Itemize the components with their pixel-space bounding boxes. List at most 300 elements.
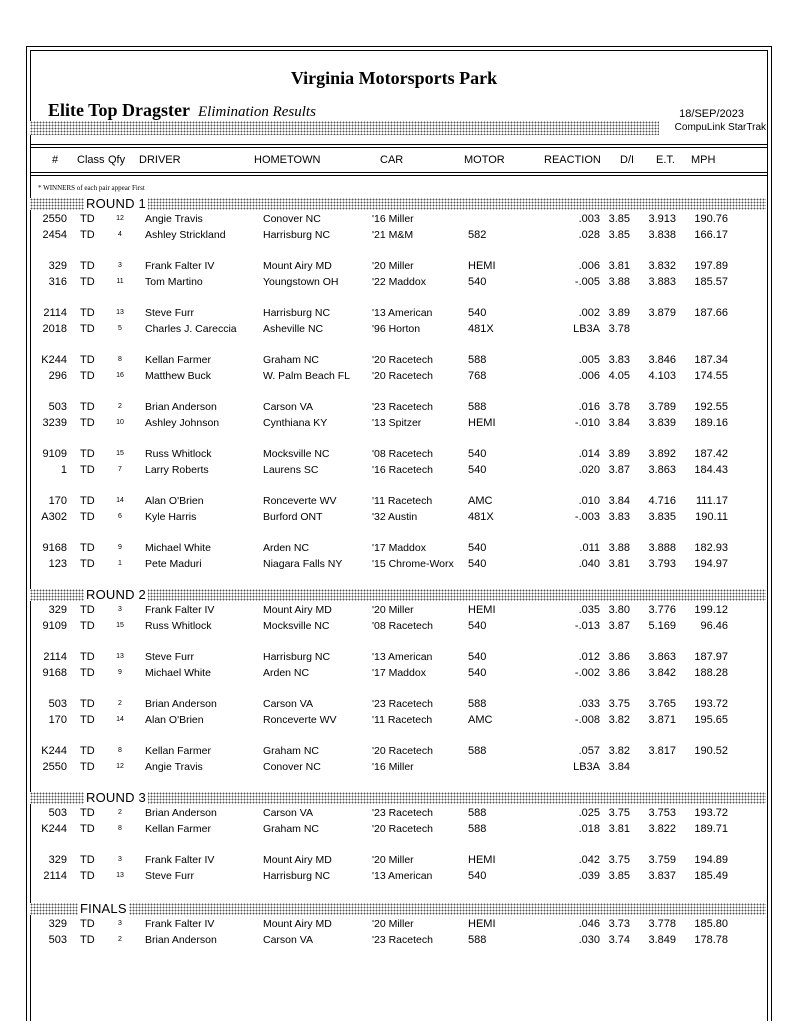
round-header bbox=[30, 790, 766, 806]
entry-dial-in: 3.73 bbox=[608, 918, 630, 930]
entry-driver: Alan O'Brien bbox=[145, 714, 204, 726]
entry-hometown: Graham NC bbox=[263, 354, 320, 366]
winner-row bbox=[0, 540, 788, 556]
entry-dial-in: 3.82 bbox=[608, 714, 630, 726]
entry-dial-in: 3.86 bbox=[608, 667, 630, 679]
round-header bbox=[30, 901, 766, 917]
entry-motor: 540 bbox=[468, 870, 487, 882]
entry-dial-in: 3.74 bbox=[608, 934, 630, 946]
entry-number: 2114 bbox=[43, 870, 67, 882]
track-title: Virginia Motorsports Park bbox=[290, 68, 498, 88]
entry-qualifying-position: 12 bbox=[116, 763, 124, 770]
entry-car: '16 Miller bbox=[372, 761, 414, 773]
entry-mph: 187.97 bbox=[694, 651, 728, 663]
entry-number: 503 bbox=[48, 934, 67, 946]
entry-qualifying-position: 9 bbox=[118, 544, 122, 551]
entry-mph: 182.93 bbox=[694, 542, 728, 554]
winner-row bbox=[0, 805, 788, 821]
entry-qualifying-position: 2 bbox=[118, 700, 122, 707]
entry-car: '20 Miller bbox=[372, 918, 414, 930]
entry-car: '13 American bbox=[372, 307, 433, 319]
runner-up-row bbox=[0, 868, 788, 884]
runner-up-row bbox=[0, 227, 788, 243]
entry-motor: 540 bbox=[468, 620, 487, 632]
entry-mph: 193.72 bbox=[694, 807, 728, 819]
entry-class: TD bbox=[80, 651, 95, 663]
col-motor: MOTOR bbox=[464, 154, 505, 166]
entry-class: TD bbox=[80, 276, 95, 288]
winner-row bbox=[0, 602, 788, 618]
entry-mph: 188.28 bbox=[694, 667, 728, 679]
entry-hometown: Conover NC bbox=[263, 761, 321, 773]
entry-mph: 166.17 bbox=[694, 229, 728, 241]
entry-et: 3.863 bbox=[648, 651, 676, 663]
entry-reaction: .014 bbox=[578, 448, 600, 460]
entry-hometown: W. Palm Beach FL bbox=[263, 370, 350, 382]
col-et: E.T. bbox=[656, 154, 675, 166]
entry-dial-in: 3.85 bbox=[608, 229, 630, 241]
entry-reaction: .006 bbox=[578, 370, 600, 382]
entry-dial-in: 3.78 bbox=[608, 401, 630, 413]
entry-car: '21 M&M bbox=[372, 229, 414, 241]
entry-reaction: .006 bbox=[578, 260, 600, 272]
entry-driver: Frank Falter IV bbox=[145, 604, 215, 616]
entry-dial-in: 3.81 bbox=[608, 260, 630, 272]
runner-up-row bbox=[0, 321, 788, 337]
entry-car: '32 Austin bbox=[372, 511, 418, 523]
entry-mph: 192.55 bbox=[694, 401, 728, 413]
entry-number: 2454 bbox=[42, 229, 67, 241]
entry-dial-in: 4.05 bbox=[608, 370, 630, 382]
entry-class: TD bbox=[80, 417, 95, 429]
entry-car: '20 Miller bbox=[372, 260, 414, 272]
event-subtitle bbox=[48, 100, 316, 121]
entry-reaction: .002 bbox=[578, 307, 600, 319]
entry-number: 316 bbox=[48, 276, 67, 288]
entry-reaction: .020 bbox=[578, 464, 600, 476]
entry-dial-in: 3.84 bbox=[608, 495, 630, 507]
entry-dial-in: 3.83 bbox=[608, 354, 630, 366]
header-rule-top-inner bbox=[30, 147, 768, 148]
entry-car: '22 Maddox bbox=[372, 276, 426, 288]
entry-mph: 187.66 bbox=[694, 307, 728, 319]
col-class: Class bbox=[77, 154, 105, 166]
entry-dial-in: 3.78 bbox=[608, 323, 630, 335]
entry-number: K244 bbox=[41, 354, 67, 366]
round-header bbox=[30, 587, 766, 603]
winners-note: * WINNERS of each pair appear First bbox=[38, 184, 145, 192]
entry-driver: Matthew Buck bbox=[145, 370, 211, 382]
entry-reaction: .010 bbox=[578, 495, 600, 507]
entry-mph: 185.49 bbox=[694, 870, 728, 882]
entry-dial-in: 3.75 bbox=[608, 807, 630, 819]
entry-motor: 588 bbox=[468, 934, 487, 946]
entry-class: TD bbox=[80, 558, 95, 570]
entry-number: A302 bbox=[41, 511, 67, 523]
entry-driver: Brian Anderson bbox=[145, 698, 217, 710]
entry-motor: 481X bbox=[468, 323, 494, 335]
entry-qualifying-position: 6 bbox=[118, 513, 122, 520]
entry-hometown: Arden NC bbox=[263, 542, 310, 554]
entry-qualifying-position: 11 bbox=[116, 278, 124, 285]
entry-hometown: Arden NC bbox=[263, 667, 310, 679]
entry-mph: 199.12 bbox=[694, 604, 728, 616]
runner-up-row bbox=[0, 556, 788, 572]
entry-class: TD bbox=[80, 934, 95, 946]
entry-hometown: Ronceverte WV bbox=[263, 714, 337, 726]
entry-reaction: .042 bbox=[578, 854, 600, 866]
entry-driver: Pete Maduri bbox=[145, 558, 202, 570]
entry-class: TD bbox=[80, 745, 95, 757]
entry-motor: HEMI bbox=[468, 260, 496, 272]
entry-mph: 189.16 bbox=[694, 417, 728, 429]
header-rule-top bbox=[30, 144, 768, 145]
runner-up-row bbox=[0, 274, 788, 290]
entry-mph: 194.97 bbox=[694, 558, 728, 570]
entry-hometown: Burford ONT bbox=[263, 511, 323, 523]
entry-car: '23 Racetech bbox=[372, 698, 433, 710]
entry-motor: HEMI bbox=[468, 417, 496, 429]
entry-et: 3.765 bbox=[648, 698, 676, 710]
entry-class: TD bbox=[80, 511, 95, 523]
entry-driver: Kyle Harris bbox=[145, 511, 197, 523]
entry-qualifying-position: 9 bbox=[118, 669, 122, 676]
entry-dial-in: 3.88 bbox=[608, 276, 630, 288]
entry-class: TD bbox=[80, 229, 95, 241]
entry-car: '15 Chrome-Worx bbox=[372, 558, 454, 570]
entry-number: 329 bbox=[48, 918, 67, 930]
entry-driver: Kellan Farmer bbox=[145, 745, 211, 757]
entry-qualifying-position: 2 bbox=[118, 936, 122, 943]
entry-qualifying-position: 14 bbox=[116, 716, 124, 723]
runner-up-row bbox=[0, 932, 788, 948]
entry-number: K244 bbox=[41, 745, 67, 757]
entry-number: 9168 bbox=[42, 667, 67, 679]
entry-car: '16 Miller bbox=[372, 213, 414, 225]
entry-class: TD bbox=[80, 495, 95, 507]
entry-class: TD bbox=[80, 698, 95, 710]
runner-up-row bbox=[0, 712, 788, 728]
round-label: FINALS bbox=[80, 901, 127, 916]
entry-class: TD bbox=[80, 918, 95, 930]
runner-up-row bbox=[0, 759, 788, 775]
runner-up-row bbox=[0, 665, 788, 681]
entry-driver: Russ Whitlock bbox=[145, 448, 212, 460]
round-dot-band bbox=[30, 903, 766, 915]
entry-reaction: .012 bbox=[578, 651, 600, 663]
entry-et: 3.753 bbox=[648, 807, 676, 819]
entry-mph: 111.17 bbox=[695, 495, 728, 507]
entry-hometown: Mount Airy MD bbox=[263, 918, 332, 930]
entry-reaction: .028 bbox=[578, 229, 600, 241]
entry-qualifying-position: 7 bbox=[118, 466, 122, 473]
entry-motor: 588 bbox=[468, 745, 487, 757]
entry-et: 3.888 bbox=[648, 542, 676, 554]
entry-qualifying-position: 13 bbox=[116, 653, 124, 660]
col-driver: DRIVER bbox=[139, 154, 181, 166]
entry-number: 123 bbox=[48, 558, 67, 570]
entry-et: 3.871 bbox=[648, 714, 676, 726]
entry-number: 9168 bbox=[42, 542, 67, 554]
entry-number: 503 bbox=[48, 698, 67, 710]
entry-motor: 481X bbox=[468, 511, 494, 523]
entry-qualifying-position: 3 bbox=[118, 262, 122, 269]
winner-row bbox=[0, 493, 788, 509]
entry-driver: Steve Furr bbox=[145, 651, 195, 663]
winner-row bbox=[0, 258, 788, 274]
col-hometown: HOMETOWN bbox=[254, 154, 321, 166]
entry-reaction: .033 bbox=[578, 698, 600, 710]
entry-qualifying-position: 14 bbox=[116, 497, 124, 504]
entry-reaction: .018 bbox=[578, 823, 600, 835]
entry-hometown: Youngstown OH bbox=[263, 276, 339, 288]
entry-motor: 588 bbox=[468, 354, 487, 366]
entry-driver: Larry Roberts bbox=[145, 464, 209, 476]
entry-motor: AMC bbox=[468, 495, 493, 507]
entry-et: 3.842 bbox=[648, 667, 676, 679]
entry-et: 4.716 bbox=[648, 495, 676, 507]
entry-reaction: -.008 bbox=[574, 714, 600, 726]
entry-class: TD bbox=[80, 370, 95, 382]
entry-dial-in: 3.83 bbox=[608, 511, 630, 523]
entry-driver: Alan O'Brien bbox=[145, 495, 204, 507]
entry-car: '13 American bbox=[372, 870, 433, 882]
runner-up-row bbox=[0, 368, 788, 384]
entry-number: 1 bbox=[60, 464, 67, 476]
entry-class: TD bbox=[80, 854, 95, 866]
header-dot-band bbox=[30, 121, 659, 135]
entry-et: 3.849 bbox=[648, 934, 676, 946]
entry-qualifying-position: 8 bbox=[118, 747, 122, 754]
entry-mph: 187.34 bbox=[694, 354, 728, 366]
entry-class: TD bbox=[80, 354, 95, 366]
entry-hometown: Niagara Falls NY bbox=[263, 558, 343, 570]
entry-et: 3.846 bbox=[648, 354, 676, 366]
entry-motor: 540 bbox=[468, 448, 487, 460]
entry-dial-in: 3.89 bbox=[608, 307, 630, 319]
entry-motor: 540 bbox=[468, 307, 487, 319]
entry-reaction: .016 bbox=[578, 401, 600, 413]
entry-number: 9109 bbox=[42, 448, 67, 460]
col-di: D/I bbox=[620, 154, 635, 166]
entry-reaction: .035 bbox=[578, 604, 600, 616]
entry-qualifying-position: 15 bbox=[116, 622, 124, 629]
entry-number: 3239 bbox=[42, 417, 67, 429]
timing-system-label: CompuLink StarTrak bbox=[674, 122, 766, 133]
entry-mph: 187.42 bbox=[694, 448, 728, 460]
entry-car: '16 Racetech bbox=[372, 464, 433, 476]
class-title: Elite Top Dragster bbox=[48, 100, 190, 120]
entry-et: 3.863 bbox=[648, 464, 676, 476]
entry-et: 3.817 bbox=[648, 745, 676, 757]
entry-dial-in: 3.84 bbox=[608, 761, 630, 773]
entry-reaction: .011 bbox=[579, 542, 600, 554]
entry-driver: Brian Anderson bbox=[145, 934, 217, 946]
entry-hometown: Conover NC bbox=[263, 213, 321, 225]
entry-class: TD bbox=[80, 807, 95, 819]
entry-car: '11 Racetech bbox=[372, 495, 433, 507]
entry-reaction: .030 bbox=[578, 934, 600, 946]
entry-driver: Michael White bbox=[145, 667, 211, 679]
entry-car: '23 Racetech bbox=[372, 807, 433, 819]
entry-car: '20 Racetech bbox=[372, 745, 433, 757]
entry-qualifying-position: 5 bbox=[118, 325, 122, 332]
entry-car: '23 Racetech bbox=[372, 934, 433, 946]
entry-hometown: Harrisburg NC bbox=[263, 307, 331, 319]
entry-motor: 540 bbox=[468, 542, 487, 554]
entry-car: '08 Racetech bbox=[372, 620, 433, 632]
entry-reaction: .046 bbox=[578, 918, 600, 930]
winner-row bbox=[0, 352, 788, 368]
entry-number: 2550 bbox=[42, 213, 67, 225]
entry-class: TD bbox=[80, 213, 95, 225]
winner-row bbox=[0, 696, 788, 712]
entry-driver: Angie Travis bbox=[145, 213, 203, 225]
entry-dial-in: 3.82 bbox=[608, 745, 630, 757]
entry-mph: 195.65 bbox=[694, 714, 728, 726]
entry-et: 3.789 bbox=[648, 401, 676, 413]
entry-hometown: Mount Airy MD bbox=[263, 854, 332, 866]
entry-motor: HEMI bbox=[468, 854, 496, 866]
entry-hometown: Harrisburg NC bbox=[263, 229, 331, 241]
entry-dial-in: 3.75 bbox=[608, 854, 630, 866]
entry-class: TD bbox=[80, 870, 95, 882]
runner-up-row bbox=[0, 462, 788, 478]
round-label: ROUND 2 bbox=[86, 587, 146, 602]
entry-et: 3.837 bbox=[648, 870, 676, 882]
entry-driver: Russ Whitlock bbox=[145, 620, 212, 632]
entry-mph: 174.55 bbox=[694, 370, 728, 382]
entry-number: 170 bbox=[48, 495, 67, 507]
col-mph: MPH bbox=[691, 154, 716, 166]
col-num: # bbox=[52, 154, 59, 166]
entry-dial-in: 3.81 bbox=[608, 558, 630, 570]
entry-driver: Frank Falter IV bbox=[145, 854, 215, 866]
entry-number: 329 bbox=[48, 604, 67, 616]
winner-row bbox=[0, 649, 788, 665]
header-rule-bottom bbox=[30, 172, 768, 173]
col-reaction: REACTION bbox=[544, 154, 601, 166]
entry-dial-in: 3.75 bbox=[608, 698, 630, 710]
entry-qualifying-position: 10 bbox=[116, 419, 124, 426]
entry-et: 3.879 bbox=[648, 307, 676, 319]
entry-qualifying-position: 8 bbox=[118, 825, 122, 832]
entry-class: TD bbox=[80, 620, 95, 632]
entry-number: 503 bbox=[48, 807, 67, 819]
entry-reaction: .005 bbox=[578, 354, 600, 366]
entry-hometown: Graham NC bbox=[263, 745, 320, 757]
entry-hometown: Mount Airy MD bbox=[263, 260, 332, 272]
entry-class: TD bbox=[80, 307, 95, 319]
entry-car: '20 Racetech bbox=[372, 823, 433, 835]
round-label: ROUND 3 bbox=[86, 790, 146, 805]
winner-row bbox=[0, 852, 788, 868]
entry-dial-in: 3.84 bbox=[608, 417, 630, 429]
entry-driver: Frank Falter IV bbox=[145, 260, 215, 272]
entry-dial-in: 3.89 bbox=[608, 448, 630, 460]
entry-motor: 540 bbox=[468, 651, 487, 663]
entry-number: 296 bbox=[48, 370, 67, 382]
entry-motor: 588 bbox=[468, 807, 487, 819]
entry-car: '13 Spitzer bbox=[372, 417, 422, 429]
entry-motor: 588 bbox=[468, 823, 487, 835]
entry-car: '20 Racetech bbox=[372, 370, 433, 382]
entry-reaction: -.002 bbox=[574, 667, 600, 679]
entry-driver: Kellan Farmer bbox=[145, 354, 211, 366]
entry-motor: HEMI bbox=[468, 604, 496, 616]
entry-et: 3.778 bbox=[648, 918, 676, 930]
entry-dial-in: 3.87 bbox=[608, 464, 630, 476]
entry-dial-in: 3.86 bbox=[608, 651, 630, 663]
entry-class: TD bbox=[80, 542, 95, 554]
entry-motor: AMC bbox=[468, 714, 493, 726]
entry-class: TD bbox=[80, 823, 95, 835]
entry-mph: 190.76 bbox=[694, 213, 728, 225]
entry-hometown: Mocksville NC bbox=[263, 620, 330, 632]
winner-row bbox=[0, 916, 788, 932]
entry-motor: 582 bbox=[468, 229, 487, 241]
entry-mph: 96.46 bbox=[700, 620, 728, 632]
entry-motor: 540 bbox=[468, 558, 487, 570]
entry-hometown: Carson VA bbox=[263, 698, 313, 710]
entry-driver: Frank Falter IV bbox=[145, 918, 215, 930]
entry-hometown: Graham NC bbox=[263, 823, 320, 835]
round-label: ROUND 1 bbox=[86, 196, 146, 211]
entry-motor: 540 bbox=[468, 464, 487, 476]
entry-hometown: Harrisburg NC bbox=[263, 870, 331, 882]
entry-motor: 588 bbox=[468, 698, 487, 710]
entry-class: TD bbox=[80, 761, 95, 773]
entry-reaction: LB3A bbox=[573, 323, 600, 335]
entry-car: '08 Racetech bbox=[372, 448, 433, 460]
runner-up-row bbox=[0, 415, 788, 431]
entry-mph: 178.78 bbox=[694, 934, 728, 946]
entry-dial-in: 3.80 bbox=[608, 604, 630, 616]
entry-number: 329 bbox=[48, 260, 67, 272]
winner-row bbox=[0, 399, 788, 415]
entry-et: 4.103 bbox=[648, 370, 676, 382]
entry-qualifying-position: 15 bbox=[116, 450, 124, 457]
entry-et: 3.832 bbox=[648, 260, 676, 272]
entry-qualifying-position: 1 bbox=[118, 560, 122, 567]
entry-class: TD bbox=[80, 464, 95, 476]
event-date: 18/SEP/2023 bbox=[679, 108, 744, 120]
entry-dial-in: 3.88 bbox=[608, 542, 630, 554]
entry-hometown: Carson VA bbox=[263, 401, 313, 413]
entry-class: TD bbox=[80, 714, 95, 726]
entry-qualifying-position: 12 bbox=[116, 215, 124, 222]
entry-qualifying-position: 3 bbox=[118, 920, 122, 927]
entry-class: TD bbox=[80, 260, 95, 272]
entry-et: 3.822 bbox=[648, 823, 676, 835]
runner-up-row bbox=[0, 618, 788, 634]
round-header bbox=[30, 196, 766, 212]
entry-number: 2550 bbox=[42, 761, 67, 773]
winner-row bbox=[0, 743, 788, 759]
entry-dial-in: 3.81 bbox=[608, 823, 630, 835]
entry-car: '20 Racetech bbox=[372, 354, 433, 366]
entry-number: 2018 bbox=[42, 323, 67, 335]
entry-hometown: Carson VA bbox=[263, 934, 313, 946]
col-qfy: Qfy bbox=[108, 154, 126, 166]
entry-hometown: Laurens SC bbox=[263, 464, 319, 476]
entry-car: '17 Maddox bbox=[372, 542, 426, 554]
entry-driver: Kellan Farmer bbox=[145, 823, 211, 835]
entry-number: 2114 bbox=[43, 651, 67, 663]
entry-hometown: Harrisburg NC bbox=[263, 651, 331, 663]
entry-motor: 588 bbox=[468, 401, 487, 413]
entry-reaction: -.003 bbox=[574, 511, 600, 523]
